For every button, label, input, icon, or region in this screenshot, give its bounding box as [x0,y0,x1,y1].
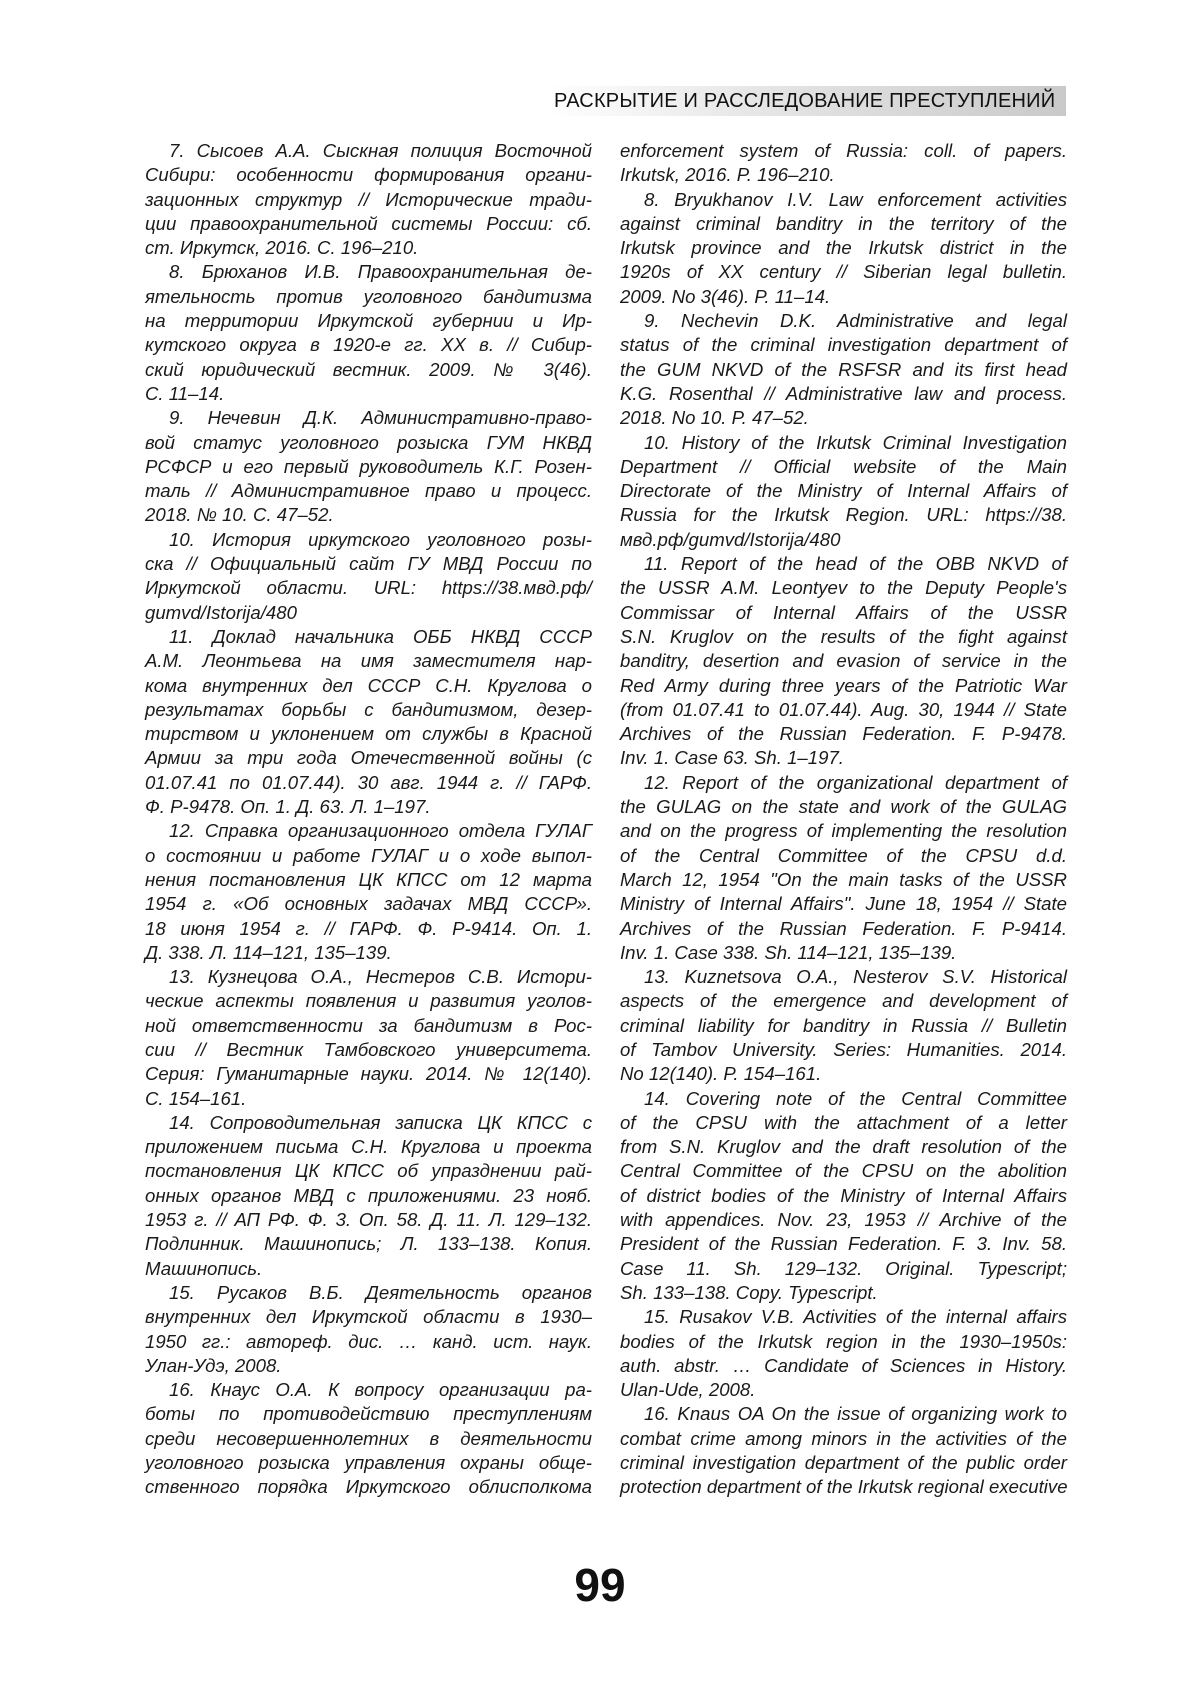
reference-line: Ф. Р-9478. Оп. 1. Д. 63. Л. 1–197. [145,795,592,819]
reference-line: S.N. Kruglov on the results of the fight against [620,625,1067,649]
reference-line: нения постановления ЦК КПСС от 12 марта [145,868,592,892]
page-number: 99 [0,1558,1200,1612]
reference-line: 2018. No 10. P. 47–52. [620,406,1067,430]
reference-line: Irkutsk, 2016. P. 196–210. [620,163,1067,187]
reference-line: уголовного розыска управления охраны обще- [145,1451,592,1475]
reference-line: мвд.рф/gumvd/Istorija/480 [620,528,1067,552]
reference-line: criminal investigation department of the public order [620,1451,1067,1475]
reference-line: боты по противодействию преступлениям [145,1402,592,1426]
reference-line: Д. 338. Л. 114–121, 135–139. [145,941,592,965]
reference-line: status of the criminal investigation department of [620,333,1067,357]
reference-line: ции правоохранительной системы России: сб. [145,212,592,236]
reference-entry [145,819,592,965]
reference-entry [620,309,1067,430]
reference-line: вой статус уголовного розыска ГУМ НКВД [145,431,592,455]
reference-line: Sh. 133–138. Copy. Typescript. [620,1281,1067,1305]
reference-line: Inv. 1. Case 338. Sh. 114–121, 135–139. [620,941,1067,965]
reference-entry [620,965,1067,1086]
reference-entry [145,1111,592,1281]
reference-entry [620,1087,1067,1306]
reference-line: Сибири: особенности формирования органи- [145,163,592,187]
reference-line: 14. Сопроводительная записка ЦК КПСС с [145,1111,592,1135]
reference-line: combat crime among minors in the activities of the [620,1427,1067,1451]
reference-line: ственного порядка Иркутского облисполкома [145,1475,592,1499]
reference-line: 14. Covering note of the Central Committee [620,1087,1067,1111]
reference-line: 9. Нечевин Д.К. Административно-право- [145,406,592,430]
reference-line: auth. abstr. … Candidate of Sciences in History. [620,1354,1067,1378]
reference-line: онных органов МВД с приложениями. 23 нояб. [145,1184,592,1208]
reference-line: 12. Справка организационного отдела ГУЛАГ [145,819,592,843]
reference-line: 11. Доклад начальника ОББ НКВД СССР [145,625,592,649]
reference-line: Department // Official website of the Main [620,455,1067,479]
reference-line: the USSR A.M. Leontyev to the Deputy People's [620,576,1067,600]
reference-line: 18 июня 1954 г. // ГАРФ. Ф. Р-9414. Оп. 1. [145,917,592,941]
reference-line: 2018. № 10. С. 47–52. [145,503,592,527]
reference-line: 7. Сысоев А.А. Сыскная полиция Восточной [145,139,592,163]
reference-line: С. 154–161. [145,1087,592,1111]
reference-line: President of the Russian Federation. F. 3. Inv. 58. [620,1232,1067,1256]
reference-line: 11. Report of the head of the OBB NKVD of [620,552,1067,576]
reference-line: сии // Вестник Тамбовского университета. [145,1038,592,1062]
reference-line: Irkutsk province and the Irkutsk district in the [620,236,1067,260]
reference-line: against criminal banditry in the territory of the [620,212,1067,236]
reference-entry [620,1402,1067,1499]
reference-line: the GULAG on the state and work of the GULAG [620,795,1067,819]
reference-line: кома внутренних дел СССР С.Н. Круглова о [145,674,592,698]
reference-line: ятельность против уголовного бандитизма [145,285,592,309]
reference-line: кутского округа в 1920-е гг. XX в. // Сибир- [145,333,592,357]
reference-line: 15. Rusakov V.B. Activities of the internal affairs [620,1305,1067,1329]
reference-line: bodies of the Irkutsk region in the 1930–1950s: [620,1330,1067,1354]
section-header-bar [548,86,1066,116]
reference-line: gumvd/Istorija/480 [145,601,592,625]
references-russian-column [145,139,592,1500]
reference-line: о состоянии и работе ГУЛАГ и о ходе выпол- [145,844,592,868]
reference-line: приложением письма С.Н. Круглова и проекта [145,1135,592,1159]
reference-entry [620,771,1067,965]
reference-line: 1920s of XX century // Siberian legal bulletin. [620,260,1067,284]
reference-line: Central Committee of the CPSU on the abolition [620,1159,1067,1183]
references-english-column [620,139,1067,1500]
reference-line: protection department of the Irkutsk regional executive [620,1475,1067,1499]
reference-line: 15. Русаков В.Б. Деятельность органов [145,1281,592,1305]
section-title: РАСКРЫТИЕ И РАССЛЕДОВАНИЕ ПРЕСТУПЛЕНИЙ [554,90,1055,113]
reference-line: 13. Kuznetsova O.A., Nesterov S.V. Historical [620,965,1067,989]
reference-line: Commissar of Internal Affairs of the USSR [620,601,1067,625]
reference-line: Армии за три года Отечественной войны (с [145,746,592,770]
reference-entry [620,188,1067,309]
reference-line: of Tambov University. Series: Humanities. 2014. [620,1038,1067,1062]
reference-entry [145,260,592,406]
reference-line: Archives of the Russian Federation. F. P-9478. [620,722,1067,746]
reference-line: banditry, desertion and evasion of service in the [620,649,1067,673]
reference-line: на территории Иркутской губернии и Ир- [145,309,592,333]
reference-line: 8. Брюханов И.В. Правоохранительная де- [145,260,592,284]
reference-line: 1954 г. «Об основных задачах МВД СССР». [145,892,592,916]
reference-line: ческие аспекты появления и развития уголов- [145,989,592,1013]
reference-line: and on the progress of implementing the resolution [620,819,1067,843]
reference-line: таль // Административное право и процесс. [145,479,592,503]
reference-line: Archives of the Russian Federation. F. P-9414. [620,917,1067,941]
reference-entry [620,431,1067,552]
reference-entry [145,625,592,819]
reference-line: Серия: Гуманитарные науки. 2014. № 12(140). [145,1062,592,1086]
reference-line: No 12(140). P. 154–161. [620,1062,1067,1086]
reference-line: 8. Bryukhanov I.V. Law enforcement activities [620,188,1067,212]
reference-line: С. 11–14. [145,382,592,406]
reference-line: Russia for the Irkutsk Region. URL: https://38. [620,503,1067,527]
reference-line: 12. Report of the organizational department of [620,771,1067,795]
reference-line: Directorate of the Ministry of Internal Affairs of [620,479,1067,503]
reference-line: ский юридический вестник. 2009. № 3(46). [145,358,592,382]
reference-entry [145,139,592,260]
reference-entry [145,406,592,527]
reference-line: 10. История иркутского уголовного розы- [145,528,592,552]
reference-line: 01.07.41 по 01.07.44). 30 авг. 1944 г. // ГАРФ. [145,771,592,795]
reference-line: тирством и уклонением от службы в Красной [145,722,592,746]
reference-line: 13. Кузнецова О.А., Нестеров С.В. Истори- [145,965,592,989]
reference-line: enforcement system of Russia: coll. of papers. [620,139,1067,163]
reference-line: внутренних дел Иркутской области в 1930– [145,1305,592,1329]
reference-line: ной ответственности за бандитизм в Рос- [145,1014,592,1038]
reference-line: Case 11. Sh. 129–132. Original. Typescript; [620,1257,1067,1281]
reference-line: А.М. Леонтьева на имя заместителя нар- [145,649,592,673]
reference-entry [620,139,1067,188]
reference-entry [620,552,1067,771]
reference-line: 16. Knaus OA On the issue of organizing work to [620,1402,1067,1426]
reference-line: Подлинник. Машинопись; Л. 133–138. Копия. [145,1232,592,1256]
reference-entry [145,965,592,1111]
reference-line: 2009. No 3(46). P. 11–14. [620,285,1067,309]
reference-line: K.G. Rosenthal // Administrative law and process. [620,382,1067,406]
reference-line: зационных структур // Исторические тради- [145,188,592,212]
reference-line: aspects of the emergence and development of [620,989,1067,1013]
reference-line: Иркутской области. URL: https://38.мвд.рф/ [145,576,592,600]
reference-entry [620,1305,1067,1402]
reference-line: of the CPSU with the attachment of a letter [620,1111,1067,1135]
reference-line: Inv. 1. Case 63. Sh. 1–197. [620,746,1067,770]
reference-line: Ulan-Ude, 2008. [620,1378,1067,1402]
reference-line: среди несовершеннолетних в деятельности [145,1427,592,1451]
reference-line: Улан-Удэ, 2008. [145,1354,592,1378]
reference-line: (from 01.07.41 to 01.07.44). Aug. 30, 1944 // State [620,698,1067,722]
reference-line: Red Army during three years of the Patriotic War [620,674,1067,698]
reference-line: the GUM NKVD of the RSFSR and its first head [620,358,1067,382]
reference-line: результатах борьбы с бандитизмом, дезер- [145,698,592,722]
reference-line: постановления ЦК КПСС об упразднении рай- [145,1159,592,1183]
reference-line: 16. Кнаус О.А. К вопросу организации ра- [145,1378,592,1402]
reference-line: 10. History of the Irkutsk Criminal Investigation [620,431,1067,455]
reference-line: 9. Nechevin D.K. Administrative and legal [620,309,1067,333]
reference-entry [145,1281,592,1378]
reference-entry [145,528,592,625]
reference-line: ст. Иркутск, 2016. С. 196–210. [145,236,592,260]
reference-line: March 12, 1954 "On the main tasks of the USSR [620,868,1067,892]
reference-line: 1953 г. // АП РФ. Ф. 3. Оп. 58. Д. 11. Л. 129–132. [145,1208,592,1232]
reference-line: 1950 гг.: автореф. дис. … канд. ист. наук. [145,1330,592,1354]
reference-line: of the Central Committee of the CPSU d.d. [620,844,1067,868]
reference-line: criminal liability for banditry in Russia // Bulletin [620,1014,1067,1038]
reference-line: with appendices. Nov. 23, 1953 // Archive of the [620,1208,1067,1232]
reference-line: Машинопись. [145,1257,592,1281]
reference-line: of district bodies of the Ministry of Internal Affairs [620,1184,1067,1208]
reference-entry [145,1378,592,1499]
reference-line: from S.N. Kruglov and the draft resolution of the [620,1135,1067,1159]
reference-line: РСФСР и его первый руководитель К.Г. Розен- [145,455,592,479]
reference-line: Ministry of Internal Affairs". June 18, 1954 // State [620,892,1067,916]
reference-line: ска // Официальный сайт ГУ МВД России по [145,552,592,576]
